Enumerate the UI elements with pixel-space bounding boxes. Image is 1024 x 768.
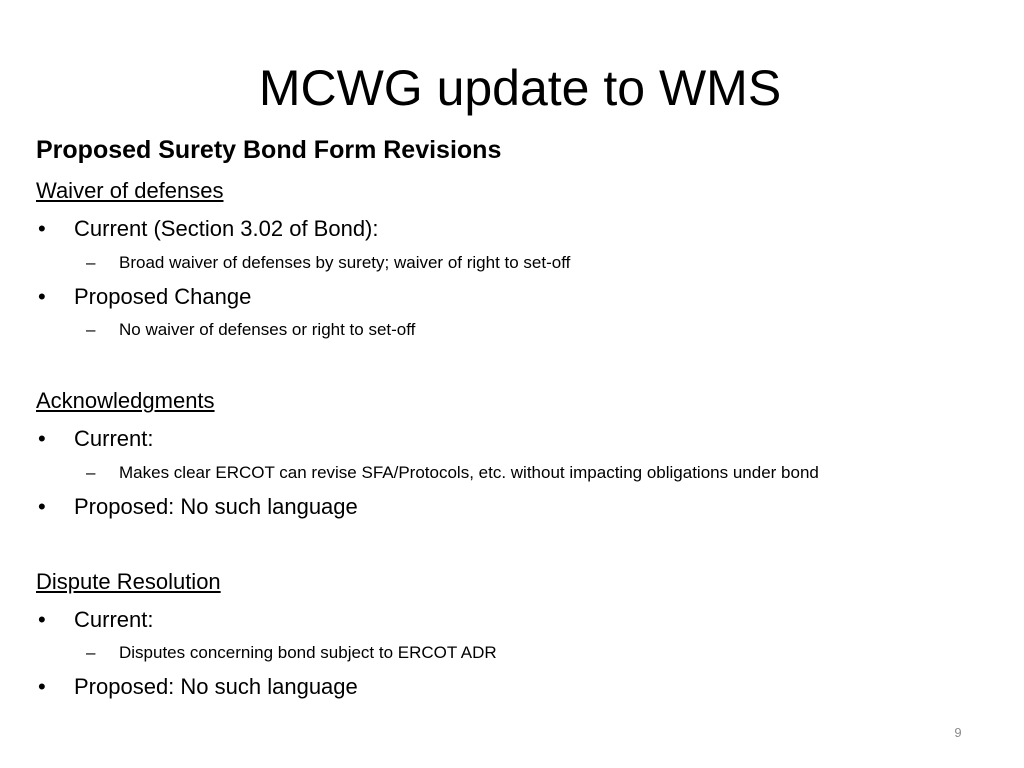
section-heading: Acknowledgments bbox=[36, 388, 215, 413]
bullet-text: Proposed: No such language bbox=[74, 494, 358, 519]
slide-subtitle: Proposed Surety Bond Form Revisions bbox=[36, 136, 502, 164]
dash-icon: – bbox=[86, 643, 96, 662]
bullet-icon: • bbox=[38, 674, 46, 699]
bullet-icon: • bbox=[38, 216, 46, 241]
section-heading: Waiver of defenses bbox=[36, 178, 224, 203]
bullet-icon: • bbox=[38, 494, 46, 519]
dash-icon: – bbox=[86, 320, 96, 339]
bullet-text: Current: bbox=[74, 607, 154, 632]
dash-icon: – bbox=[86, 463, 96, 482]
bullet-text: Current: bbox=[74, 426, 154, 451]
sub-bullet-text: No waiver of defenses or right to set-off bbox=[119, 320, 416, 339]
sub-bullet-text: Makes clear ERCOT can revise SFA/Protocols, etc. without impacting obligations under bond bbox=[119, 463, 819, 482]
page-number: 9 bbox=[954, 725, 962, 740]
dash-icon: – bbox=[86, 253, 96, 272]
bullet-icon: • bbox=[38, 426, 46, 451]
bullet-text: Proposed Change bbox=[74, 284, 252, 309]
section-heading: Dispute Resolution bbox=[36, 569, 221, 594]
bullet-icon: • bbox=[38, 607, 46, 632]
sub-bullet-text: Disputes concerning bond subject to ERCOT ADR bbox=[119, 643, 497, 662]
bullet-text: Proposed: No such language bbox=[74, 674, 358, 699]
sub-bullet-text: Broad waiver of defenses by surety; waiver of right to set-off bbox=[119, 253, 571, 272]
bullet-icon: • bbox=[38, 284, 46, 309]
slide-title: MCWG update to WMS bbox=[258, 60, 782, 116]
bullet-text: Current (Section 3.02 of Bond): bbox=[74, 216, 379, 241]
